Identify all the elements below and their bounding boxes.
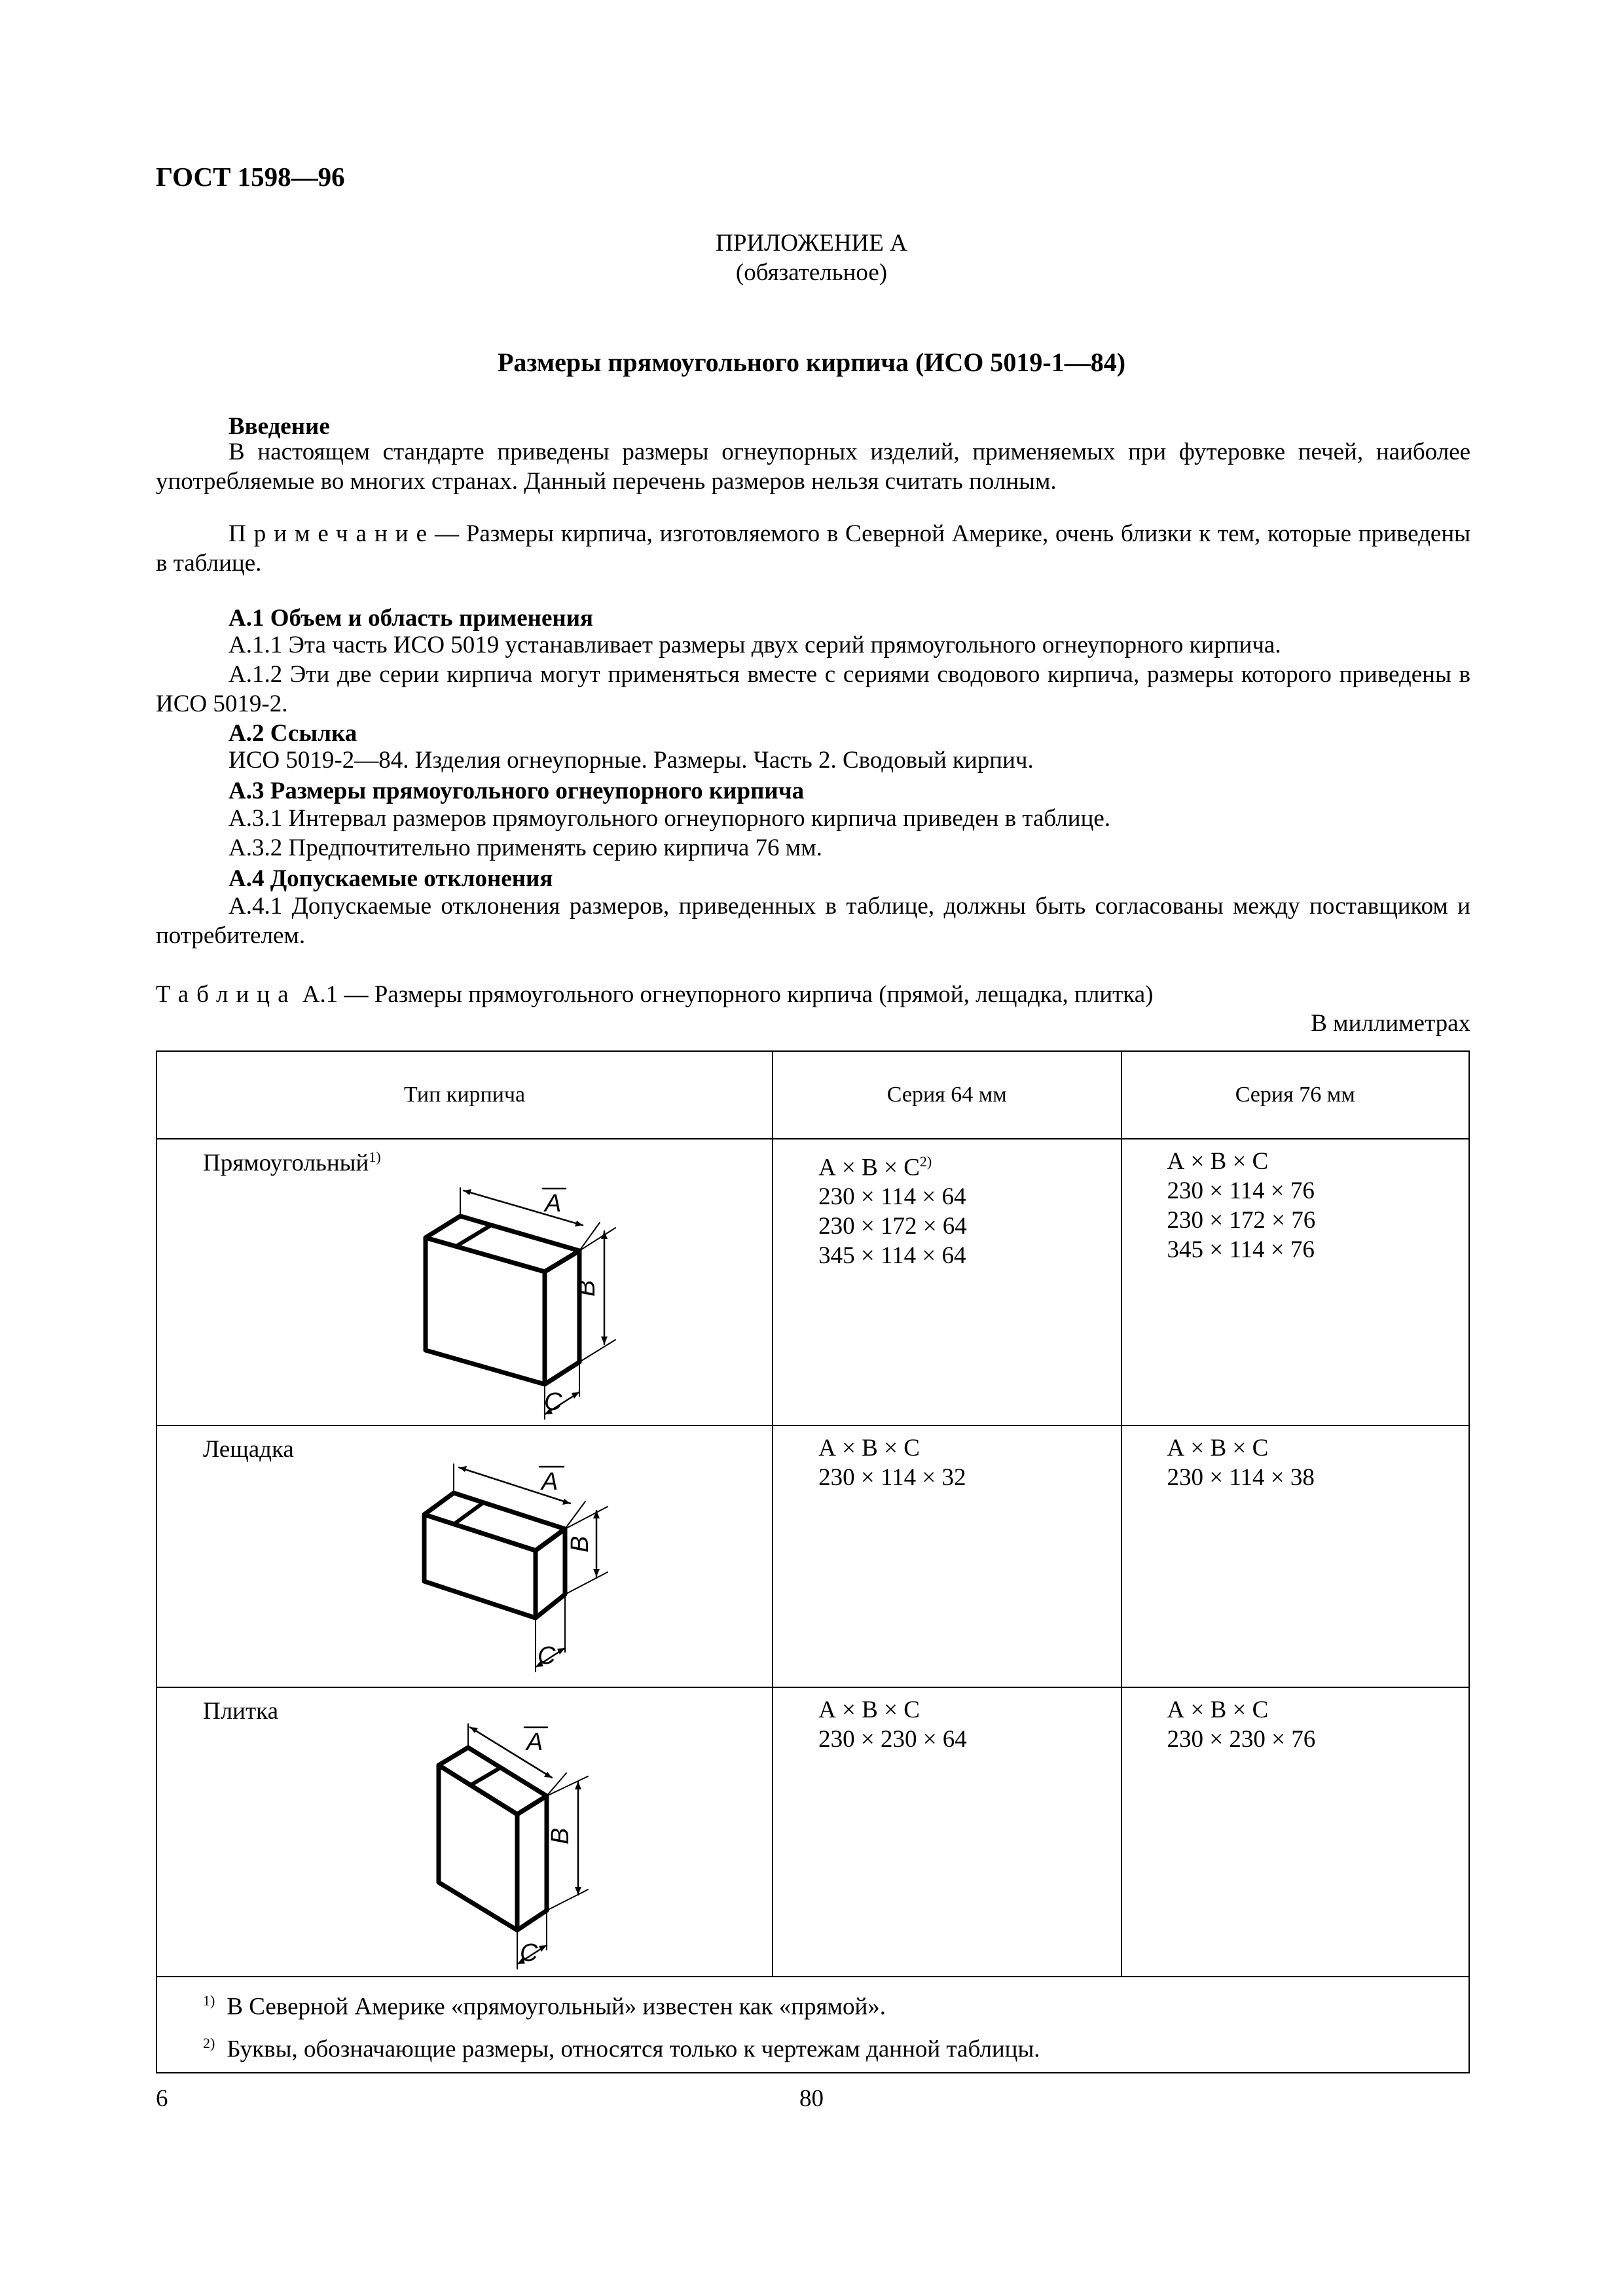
section-a4-title: А.4 Допускаемые отклонения (228, 865, 553, 892)
dims-header: А × В × С (818, 1696, 920, 1723)
table-row (156, 1426, 1469, 1687)
dimension-b-label: B (566, 1535, 594, 1552)
table-caption-text: А.1 — Размеры прямоугольного огнеупорного кирпича (прямой, лещадка, плитка) (302, 981, 1154, 1008)
footnotes-cell (156, 1977, 1469, 2073)
dims-value: 230 × 114 × 64 (818, 1183, 966, 1211)
type-cell (156, 1139, 773, 1426)
dimension-b-label: B (573, 1280, 600, 1297)
section-a2-text: ИСО 5019-2—84. Изделия огнеупорные. Размеры. Часть 2. Сводовый кирпич. (228, 747, 1034, 774)
footnotes-row (156, 1977, 1469, 2073)
appendix-title: ПРИЛОЖЕНИЕ А (716, 230, 907, 257)
series-64-cell (773, 1139, 1121, 1426)
section-a1-2: А.1.2 Эти две серии кирпича могут применяться вместе с сериями сводового кирпича, размеры которого приведены в ИСО 5019-2. (156, 661, 1470, 717)
section-a2-title: А.2 Ссылка (228, 720, 357, 747)
dims-value: 230 × 230 × 64 (818, 1726, 967, 1753)
footnote: $^{2)}$ Буквы, обозначающие размеры, относятся только к чертежам данной таблицы. (203, 2035, 1040, 2063)
dimension-b-label: B (547, 1827, 574, 1844)
intro-title: Введение (228, 413, 330, 440)
section-a3-1: А.3.1 Интервал размеров прямоугольного огнеупорного кирпича приведен в таблице. (228, 805, 1111, 832)
series-64-cell (773, 1426, 1121, 1687)
dimension-a-label: A (545, 1190, 562, 1217)
table-header-row (156, 1051, 1469, 1139)
section-a3-2: А.3.2 Предпочтительно применять серию кирпича 76 мм. (228, 834, 822, 861)
dims-value: 345 × 114 × 76 (1167, 1236, 1315, 1263)
section-a4-1: А.4.1 Допускаемые отклонения размеров, приведенных в таблице, должны быть согласованы между поставщиком и потребителем. (156, 893, 1470, 949)
dims-value: 345 × 114 × 64 (818, 1242, 966, 1270)
brick-sizes-table (156, 1050, 1470, 2073)
dimension-c-label: C (520, 1939, 538, 1967)
type-name: Прямоугольный$^{1)}$ (203, 1149, 381, 1177)
dims-value: 230 × 172 × 76 (1167, 1207, 1316, 1234)
dims-header: А × В × С (1167, 1148, 1269, 1175)
dimension-a-label: A (541, 1468, 558, 1496)
rectangular-brick-drawing (406, 1166, 668, 1427)
series-76-cell (1122, 1687, 1469, 1977)
page-number-center: 80 (799, 2085, 824, 2112)
dims-header: А × В × С (1167, 1696, 1269, 1723)
dims-header: А × В × С (1167, 1435, 1269, 1462)
table-caption-label: Таблица (156, 981, 297, 1008)
note-text: — Размеры кирпича, изготовляемого в Северной Америке, очень близки к тем, которые приведены в таблице. (156, 520, 1470, 577)
dims-value: 230 × 114 × 76 (1167, 1177, 1315, 1204)
note-label: Примечание (228, 520, 435, 547)
dims-value: 230 × 172 × 64 (818, 1213, 967, 1240)
page-number-left: 6 (156, 2085, 168, 2112)
table-row (156, 1687, 1469, 1977)
table-caption (156, 980, 1470, 1009)
table-units: В миллиметрах (1311, 1010, 1470, 1037)
series-76-cell (1122, 1426, 1469, 1687)
dimension-a-label: A (526, 1729, 543, 1756)
footnote: $^{1)}$ В Северной Америке «прямоугольный» известен как «прямой». (203, 1992, 886, 2020)
appendix-status: (обязательное) (735, 259, 888, 286)
dims-value: 230 × 230 × 76 (1167, 1726, 1316, 1753)
table-row (156, 1139, 1469, 1426)
header-series-76: Серия 76 мм (1122, 1051, 1469, 1139)
section-a1-1: А.1.1 Эта часть ИСО 5019 устанавливает размеры двух серий прямоугольного огнеупорного кирпича. (228, 632, 1281, 658)
dims-header: $А \times В \times С^{2)}$ (818, 1153, 932, 1181)
section-a1-title: А.1 Объем и область применения (228, 605, 594, 632)
type-name: Плитка (203, 1698, 278, 1725)
header-series-64: Серия 64 мм (773, 1051, 1121, 1139)
plitka-brick-drawing (419, 1704, 668, 1979)
series-76-cell (1122, 1139, 1469, 1426)
dimension-c-label: C (538, 1642, 556, 1670)
type-name: Лещадка (203, 1436, 294, 1463)
series-64-cell (773, 1687, 1121, 1977)
header-type: Тип кирпича (156, 1051, 773, 1139)
intro-paragraph: В настоящем стандарте приведены размеры огнеупорных изделий, применяемых при футеровке печей, наиболее употребляемые во многих странах. Данный перечень размеров нельзя считать полным. (156, 439, 1470, 495)
section-heading: Размеры прямоугольного кирпича (ИСО 5019-1—84) (497, 348, 1126, 377)
note-paragraph (156, 519, 1470, 578)
section-a3-title: А.3 Размеры прямоугольного огнеупорного кирпича (228, 778, 805, 804)
type-cell (156, 1687, 773, 1977)
document-code: ГОСТ 1598—96 (156, 162, 345, 192)
leshchadka-brick-drawing (405, 1443, 666, 1698)
dims-value: 230 × 114 × 38 (1167, 1464, 1315, 1491)
dimension-c-label: C (544, 1388, 562, 1416)
dims-value: 230 × 114 × 32 (818, 1464, 966, 1491)
type-cell (156, 1426, 773, 1687)
dims-header: А × В × С (818, 1435, 920, 1462)
